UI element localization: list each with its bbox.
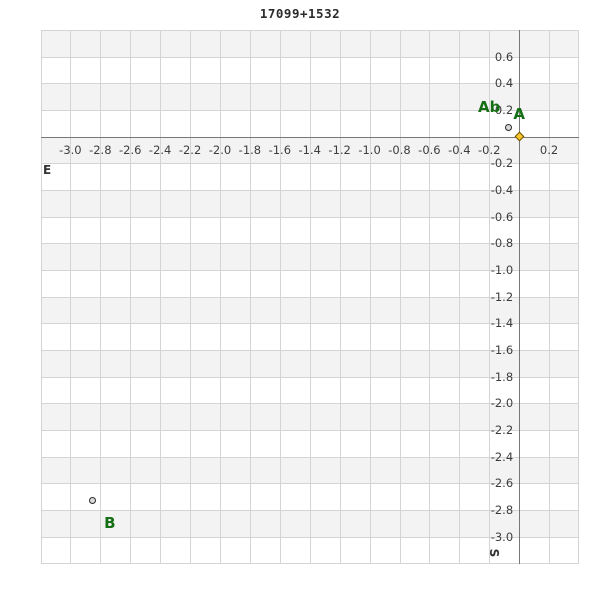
- x-tick-label: -0.6: [418, 143, 441, 158]
- x-axis-line: [41, 137, 580, 138]
- y-tick-label: -1.4: [490, 316, 514, 331]
- x-tick-label: -2.8: [89, 143, 112, 158]
- x-tick-label: -2.4: [148, 143, 172, 158]
- y-tick-label: -2.8: [490, 503, 514, 518]
- x-tick-label: -1.0: [358, 143, 381, 158]
- y-tick-label: -1.8: [490, 369, 514, 384]
- y-tick-label: 0.6: [494, 49, 514, 64]
- x-tick-label: -0.8: [388, 143, 411, 158]
- x-tick-label: -1.4: [298, 143, 321, 158]
- x-tick-label: -3.0: [59, 143, 82, 158]
- point-label-A: A: [513, 105, 525, 124]
- x-tick-label: -1.8: [238, 143, 262, 158]
- y-tick-label: -2.4: [490, 449, 514, 464]
- y-axis-direction-label-south: S: [487, 548, 501, 558]
- y-tick-label: -3.0: [490, 529, 514, 544]
- grid-line-horizontal: [41, 563, 580, 564]
- y-tick-label: -1.6: [490, 343, 514, 358]
- plot-area: [41, 30, 580, 564]
- x-tick-label: -0.2: [478, 143, 501, 158]
- y-tick-label: -0.2: [490, 156, 514, 171]
- y-tick-label: -2.2: [490, 423, 514, 438]
- x-tick-label: -2.0: [208, 143, 232, 158]
- x-tick-label: -2.6: [119, 143, 142, 158]
- x-tick-label: 0.2: [539, 143, 559, 158]
- x-tick-label: -1.2: [328, 143, 351, 158]
- y-tick-label: -0.8: [490, 236, 514, 251]
- x-tick-label: -1.6: [268, 143, 292, 158]
- y-tick-label: 0.4: [494, 76, 514, 91]
- point-label-Ab: Ab: [478, 97, 501, 116]
- y-tick-label: -0.6: [490, 209, 514, 224]
- point-label-B: B: [104, 514, 116, 533]
- y-tick-label: -1.0: [490, 263, 514, 278]
- x-tick-label: -0.4: [448, 143, 471, 158]
- point-Ab-marker: [505, 124, 512, 131]
- grid-line-horizontal: [41, 30, 580, 31]
- y-tick-label: -2.0: [490, 396, 514, 411]
- x-tick-label: -2.2: [178, 143, 202, 158]
- y-tick-label: -0.4: [490, 183, 514, 198]
- y-tick-label: -2.6: [490, 476, 514, 491]
- chart-title: 17099+1532: [259, 6, 341, 21]
- x-axis-direction-label-east: E: [43, 163, 52, 177]
- y-tick-label: -1.2: [490, 289, 514, 304]
- y-tick-label: 0.2: [494, 103, 514, 118]
